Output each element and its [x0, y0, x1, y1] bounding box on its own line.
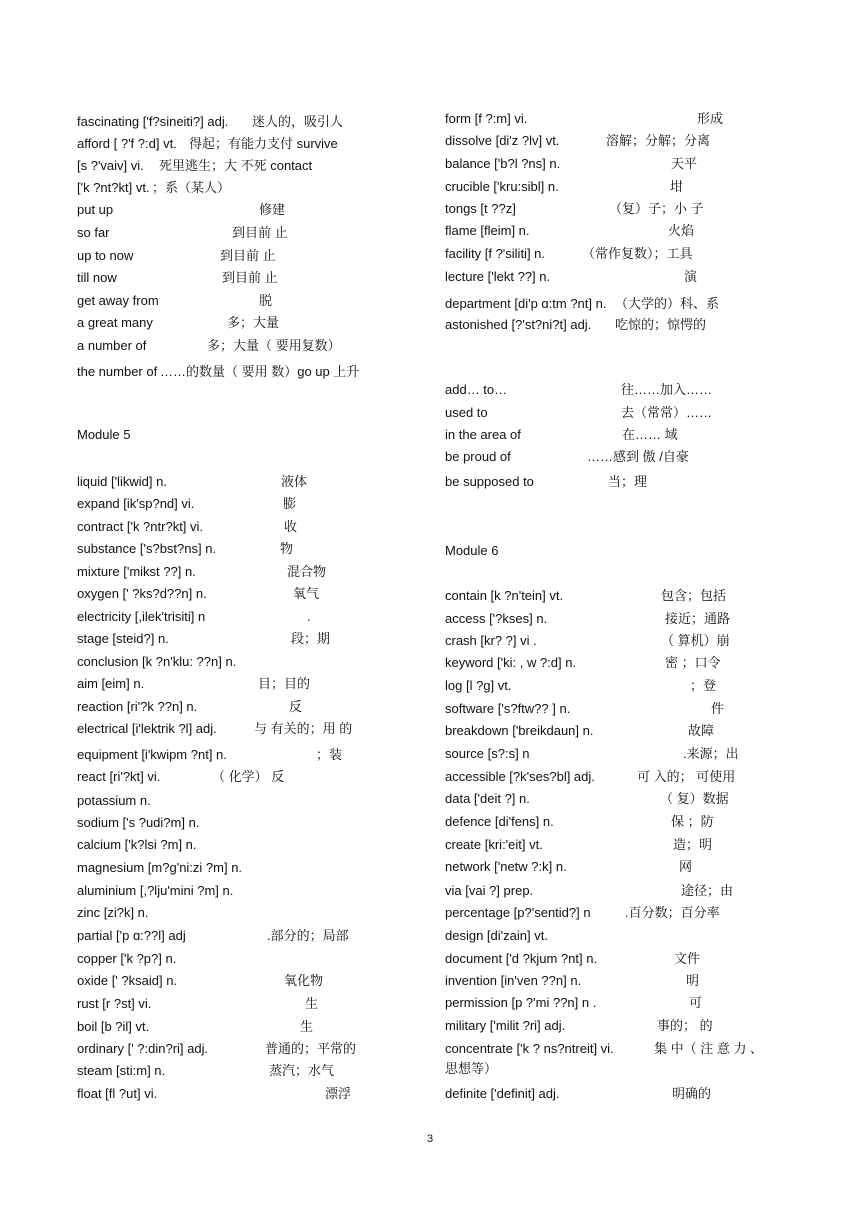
vocab-term: accessible [?k'ses?bl] adj.	[445, 769, 595, 784]
vocab-term: be proud of	[445, 449, 511, 464]
vocab-meaning: 多；大量（ 要用复数）	[207, 338, 341, 353]
vocab-meaning: 演	[684, 269, 698, 284]
left-entry-8	[77, 292, 407, 314]
vocab-term: steam [sti:m] n.	[77, 1063, 166, 1078]
left-entry-9	[77, 314, 407, 336]
right-entry-6	[445, 245, 805, 267]
vocab-term: oxide [' ?ksaid] n.	[77, 973, 178, 988]
right-module-entry-11	[445, 836, 805, 858]
vocab-term: military ['milit ?ri] adj.	[445, 1018, 566, 1033]
left-module-entry-8	[77, 653, 407, 675]
vocab-term: electricity [,ilek'trisiti] n	[77, 609, 206, 624]
vocab-meaning: 事的； 的	[657, 1018, 713, 1033]
module-heading: Module 5	[77, 427, 131, 442]
vocab-meaning: .	[307, 609, 311, 624]
vocab-meaning: 故障	[688, 723, 715, 738]
left-module-entry-13	[77, 768, 407, 790]
right-entry-5	[445, 222, 805, 244]
vocab-meaning: 氧化物	[284, 973, 324, 988]
right-entry-1	[445, 132, 805, 154]
vocab-term: equipment [i'kwipm ?nt] n.	[77, 747, 227, 762]
vocab-meaning: .部分的；局部	[267, 928, 349, 943]
vocab-term: crash [kr? ?] vi .	[445, 633, 537, 648]
left-module-entry-17	[77, 859, 407, 881]
vocab-meaning: 可 入的； 可使用	[637, 769, 736, 784]
left-entry-2	[77, 157, 407, 179]
right-module-entry-6	[445, 722, 805, 744]
vocab-term: log [l ?g] vt.	[445, 678, 512, 693]
left-module-entry-27	[77, 1085, 407, 1107]
left-module-entry-11	[77, 720, 407, 742]
vocab-meaning: 目；目的	[258, 676, 311, 691]
vocab-term: facility [f ?'siliti] n.	[445, 246, 546, 261]
right-module-entry-8	[445, 768, 805, 790]
left-entry-10	[77, 337, 407, 359]
vocab-term: 思想等）	[445, 1061, 498, 1076]
left-entry-5	[77, 224, 407, 246]
right-module-entry-2	[445, 632, 805, 654]
vocab-meaning: 氧气	[293, 586, 320, 601]
vocab-meaning: ；系（某人）	[152, 180, 231, 195]
right-entry-4	[445, 200, 805, 222]
vocab-meaning: 脱	[259, 293, 273, 308]
left-entry-0	[77, 113, 407, 135]
vocab-term: keyword ['ki: , w ?:d] n.	[445, 655, 577, 670]
vocab-meaning: 生	[300, 1019, 314, 1034]
left-entry-4	[77, 201, 407, 223]
vocab-meaning: （ 算机）崩	[661, 633, 730, 648]
vocab-term: sodium ['s ?udi?m] n.	[77, 815, 200, 830]
vocab-term: access ['?kses] n.	[445, 611, 548, 626]
vocab-term: permission [p ?'mi ??n] n .	[445, 995, 597, 1010]
right-module-entry-14	[445, 904, 805, 926]
vocab-term: design [di'zain] vt.	[445, 928, 548, 943]
right-module-entry-22	[445, 1085, 805, 1107]
vocab-term: software ['s?ftw?? ] n.	[445, 701, 571, 716]
right-module-entry-16	[445, 950, 805, 972]
left-entry-11	[77, 363, 407, 385]
vocab-term: boil [b ?il] vt.	[77, 1019, 150, 1034]
right-entry-8	[445, 295, 805, 317]
vocab-term: reaction [ri'?k ??n] n.	[77, 699, 198, 714]
vocab-term: mixture ['mikst ??] n.	[77, 564, 196, 579]
vocab-meaning: .来源；出	[683, 746, 739, 761]
vocab-term: create [kri:'eit] vt.	[445, 837, 543, 852]
vocab-meaning: ……的数量（ 要用 数）go up 上升	[160, 364, 360, 379]
vocab-meaning: 去（常常）……	[621, 405, 713, 420]
vocab-meaning: 集 中（ 注 意 力 、	[654, 1041, 764, 1056]
vocab-meaning: 生	[305, 996, 319, 1011]
vocab-meaning: 段；期	[291, 631, 331, 646]
vocab-meaning: （ 复）数据	[660, 791, 729, 806]
vocab-meaning: 形成	[697, 111, 724, 126]
vocab-meaning: 混合物	[287, 564, 327, 579]
right-module-entry-3	[445, 654, 805, 676]
vocab-term: oxygen [' ?ks?d??n] n.	[77, 586, 207, 601]
vocab-term: contract ['k ?ntr?kt] vi.	[77, 519, 204, 534]
vocab-meaning: 迷人的，吸引人	[252, 114, 344, 129]
vocab-term: calcium ['k?lsi ?m] n.	[77, 837, 197, 852]
left-module-entry-18	[77, 882, 407, 904]
right-module-entry-5	[445, 700, 805, 722]
vocab-meaning: 物	[280, 541, 294, 556]
vocab-meaning: 到目前 止	[220, 248, 276, 263]
vocab-meaning: 到目前 止	[222, 270, 278, 285]
right-module-entry-7	[445, 745, 805, 767]
vocab-term: form [f ?:m] vi.	[445, 111, 528, 126]
vocab-term: float [fl ?ut] vi.	[77, 1086, 158, 1101]
left-module-entry-21	[77, 950, 407, 972]
left-module-entry-10	[77, 698, 407, 720]
page-number: 3	[426, 1133, 434, 1145]
right-entry-0	[445, 110, 805, 132]
vocab-meaning: 明确的	[672, 1086, 712, 1101]
vocab-meaning: ……感到 傲 /自豪	[587, 449, 689, 464]
vocab-term: get away from	[77, 293, 159, 308]
vocab-term: aim [eim] n.	[77, 676, 145, 691]
vocab-term: breakdown ['breikdaun] n.	[445, 723, 594, 738]
vocab-term: data ['deit ?] n.	[445, 791, 530, 806]
right-module-entry-15	[445, 927, 805, 949]
vocab-term: definite ['definit] adj.	[445, 1086, 560, 1101]
vocab-term: in the area of	[445, 427, 521, 442]
vocab-meaning: 与 有关的；用 的	[254, 721, 353, 736]
vocab-meaning: 膨	[283, 496, 297, 511]
vocab-term: source [s?:s] n	[445, 746, 530, 761]
vocab-term: aluminium [,?lju'mini ?m] n.	[77, 883, 234, 898]
vocab-meaning: 得起；有能力支付 survive	[189, 136, 338, 151]
vocab-term: document ['d ?kjum ?nt] n.	[445, 951, 598, 966]
vocab-meaning: （大学的）科、系	[615, 296, 720, 311]
vocab-meaning: 件	[711, 701, 725, 716]
vocab-term: partial ['p ɑ:??l] adj	[77, 928, 186, 943]
vocab-meaning: （常作复数）；工具	[582, 246, 693, 261]
right-module-entry-18	[445, 994, 805, 1016]
right-entry-14	[445, 473, 805, 495]
right-module-entry-13	[445, 882, 805, 904]
left-entry-6	[77, 247, 407, 269]
left-entry-1	[77, 135, 407, 157]
left-module-entry-14	[77, 792, 407, 814]
right-module-entry-1	[445, 610, 805, 632]
right-entry-3	[445, 178, 805, 200]
module-heading: Module 6	[445, 543, 499, 558]
vocab-meaning: 死里逃生；大 不死 contact	[159, 158, 313, 173]
vocab-meaning: 修建	[259, 202, 286, 217]
vocab-term: via [vai ?] prep.	[445, 883, 534, 898]
vocab-term: react [ri'?kt] vi.	[77, 769, 161, 784]
right-module-entry-9	[445, 790, 805, 812]
vocab-term: expand [ik'sp?nd] vi.	[77, 496, 195, 511]
left-module-entry-7	[77, 630, 407, 652]
vocab-meaning: 坩	[670, 179, 684, 194]
vocab-term: fascinating ['f?sineiti?] adj.	[77, 114, 229, 129]
vocab-meaning: 明	[686, 973, 700, 988]
vocab-term: ordinary [' ?:din?ri] adj.	[77, 1041, 209, 1056]
vocab-term: add… to…	[445, 382, 508, 397]
left-module-entry-6	[77, 608, 407, 630]
vocab-meaning: 收	[284, 519, 298, 534]
vocab-meaning: 液体	[281, 474, 308, 489]
vocab-term: so far	[77, 225, 110, 240]
vocab-meaning: 到目前 止	[232, 225, 288, 240]
vocab-term: used to	[445, 405, 488, 420]
right-entry-7	[445, 268, 805, 290]
vocab-term: copper ['k ?p?] n.	[77, 951, 177, 966]
vocab-term: ['k ?nt?kt] vt.	[77, 180, 150, 195]
vocab-term: balance ['b?l ?ns] n.	[445, 156, 561, 171]
vocab-term: lecture ['lekt ??] n.	[445, 269, 551, 284]
vocab-meaning: 普通的；平常的	[265, 1041, 357, 1056]
vocab-term: contain [k ?n'tein] vt.	[445, 588, 564, 603]
left-module-entry-4	[77, 563, 407, 585]
vocab-meaning: 可	[689, 995, 703, 1010]
left-module-entry-16	[77, 836, 407, 858]
vocab-term: liquid ['likwid] n.	[77, 474, 167, 489]
vocab-term: put up	[77, 202, 114, 217]
right-entry-9	[445, 316, 805, 338]
vocab-term: conclusion [k ?n'klu: ??n] n.	[77, 654, 237, 669]
vocab-meaning: 火焰	[668, 223, 695, 238]
vocab-term: till now	[77, 270, 117, 285]
vocab-term: potassium n.	[77, 793, 151, 808]
vocab-term: astonished [?'st?ni?t] adj.	[445, 317, 592, 332]
left-module-entry-19	[77, 904, 407, 926]
vocab-term: flame [fleim] n.	[445, 223, 530, 238]
vocab-meaning: （ 化学） 反	[212, 769, 285, 784]
vocab-term: up to now	[77, 248, 134, 263]
vocab-meaning: ；装	[316, 747, 343, 762]
vocab-term: magnesium [m?g'ni:zi ?m] n.	[77, 860, 243, 875]
right-entry-13	[445, 448, 805, 470]
vocab-meaning: 造；明	[673, 837, 713, 852]
vocab-term: defence [di'fens] n.	[445, 814, 554, 829]
vocab-term: [s ?'vaiv] vi.	[77, 158, 144, 173]
right-module-entry-0	[445, 587, 805, 609]
left-module-entry-22	[77, 972, 407, 994]
vocab-meaning: 网	[679, 859, 693, 874]
vocab-term: dissolve [di'z ?lv] vt.	[445, 133, 560, 148]
left-module-entry-25	[77, 1040, 407, 1062]
vocab-meaning: 漂浮	[325, 1086, 352, 1101]
right-module-entry-21	[445, 1060, 805, 1082]
vocab-term: crucible ['kru:sibl] n.	[445, 179, 559, 194]
vocab-meaning: 溶解；分解；分离	[606, 133, 711, 148]
right-entry-11	[445, 404, 805, 426]
right-entry-12	[445, 426, 805, 448]
right-entry-10	[445, 381, 805, 403]
left-module-entry-24	[77, 1018, 407, 1040]
left-module-entry-9	[77, 675, 407, 697]
vocab-meaning: 吃惊的；惊愕的	[615, 317, 707, 332]
left-module-entry-5	[77, 585, 407, 607]
vocab-meaning: .百分数；百分率	[625, 905, 720, 920]
vocab-meaning: 接近；通路	[665, 611, 731, 626]
vocab-term: stage [steid?] n.	[77, 631, 169, 646]
vocab-meaning: 密 ；口令	[665, 655, 721, 670]
vocab-term: a great many	[77, 315, 153, 330]
vocab-meaning: ；登	[690, 678, 717, 693]
left-module-entry-2	[77, 518, 407, 540]
vocab-term: rust [r ?st] vi.	[77, 996, 152, 1011]
vocab-meaning: 多；大量	[227, 315, 280, 330]
right-entry-2	[445, 155, 805, 177]
left-module-entry-26	[77, 1062, 407, 1084]
vocab-meaning: 保 ；防	[671, 814, 714, 829]
vocab-meaning: 往……加入……	[621, 382, 713, 397]
left-module-entry-15	[77, 814, 407, 836]
vocab-meaning: 蒸汽；水气	[269, 1063, 335, 1078]
vocab-term: afford [ ?'f ?:d] vt.	[77, 136, 177, 151]
vocab-term: substance ['s?bst?ns] n.	[77, 541, 217, 556]
left-module-entry-20	[77, 927, 407, 949]
right-module-entry-20	[445, 1040, 805, 1062]
vocab-term: concentrate ['k ? ns?ntreit] vi.	[445, 1041, 614, 1056]
vocab-term: electrical [i'lektrik ?l] adj.	[77, 721, 217, 736]
right-module-entry-10	[445, 813, 805, 835]
right-module-entry-19	[445, 1017, 805, 1039]
vocab-meaning: （复）子；小 子	[609, 201, 704, 216]
vocab-meaning: 天平	[671, 156, 698, 171]
left-module-entry-12	[77, 746, 407, 768]
vocab-meaning: 反	[289, 699, 303, 714]
vocab-term: tongs [t ??z]	[445, 201, 516, 216]
vocab-meaning: 在…… 域	[622, 427, 678, 442]
right-module-entry-4	[445, 677, 805, 699]
vocab-meaning: 包含；包括	[661, 588, 727, 603]
vocab-term: zinc [zi?k] n.	[77, 905, 149, 920]
left-module-entry-3	[77, 540, 407, 562]
vocab-term: be supposed to	[445, 474, 534, 489]
vocab-term: department [di'p ɑ:tm ?nt] n.	[445, 296, 607, 311]
vocab-term: the number of	[77, 364, 158, 379]
left-module-entry-1	[77, 495, 407, 517]
left-entry-7	[77, 269, 407, 291]
vocab-meaning: 途径；由	[681, 883, 734, 898]
left-module-entry-0	[77, 473, 407, 495]
vocab-term: percentage [p?'sentid?] n	[445, 905, 591, 920]
vocab-meaning: 文件	[674, 951, 701, 966]
left-module-entry-23	[77, 995, 407, 1017]
right-module-entry-17	[445, 972, 805, 994]
vocab-meaning: 当；理	[608, 474, 648, 489]
vocab-term: a number of	[77, 338, 147, 353]
vocab-term: network ['netw ?:k] n.	[445, 859, 567, 874]
left-entry-3	[77, 179, 407, 201]
right-module-entry-12	[445, 858, 805, 880]
vocab-term: invention [in'ven ??n] n.	[445, 973, 582, 988]
